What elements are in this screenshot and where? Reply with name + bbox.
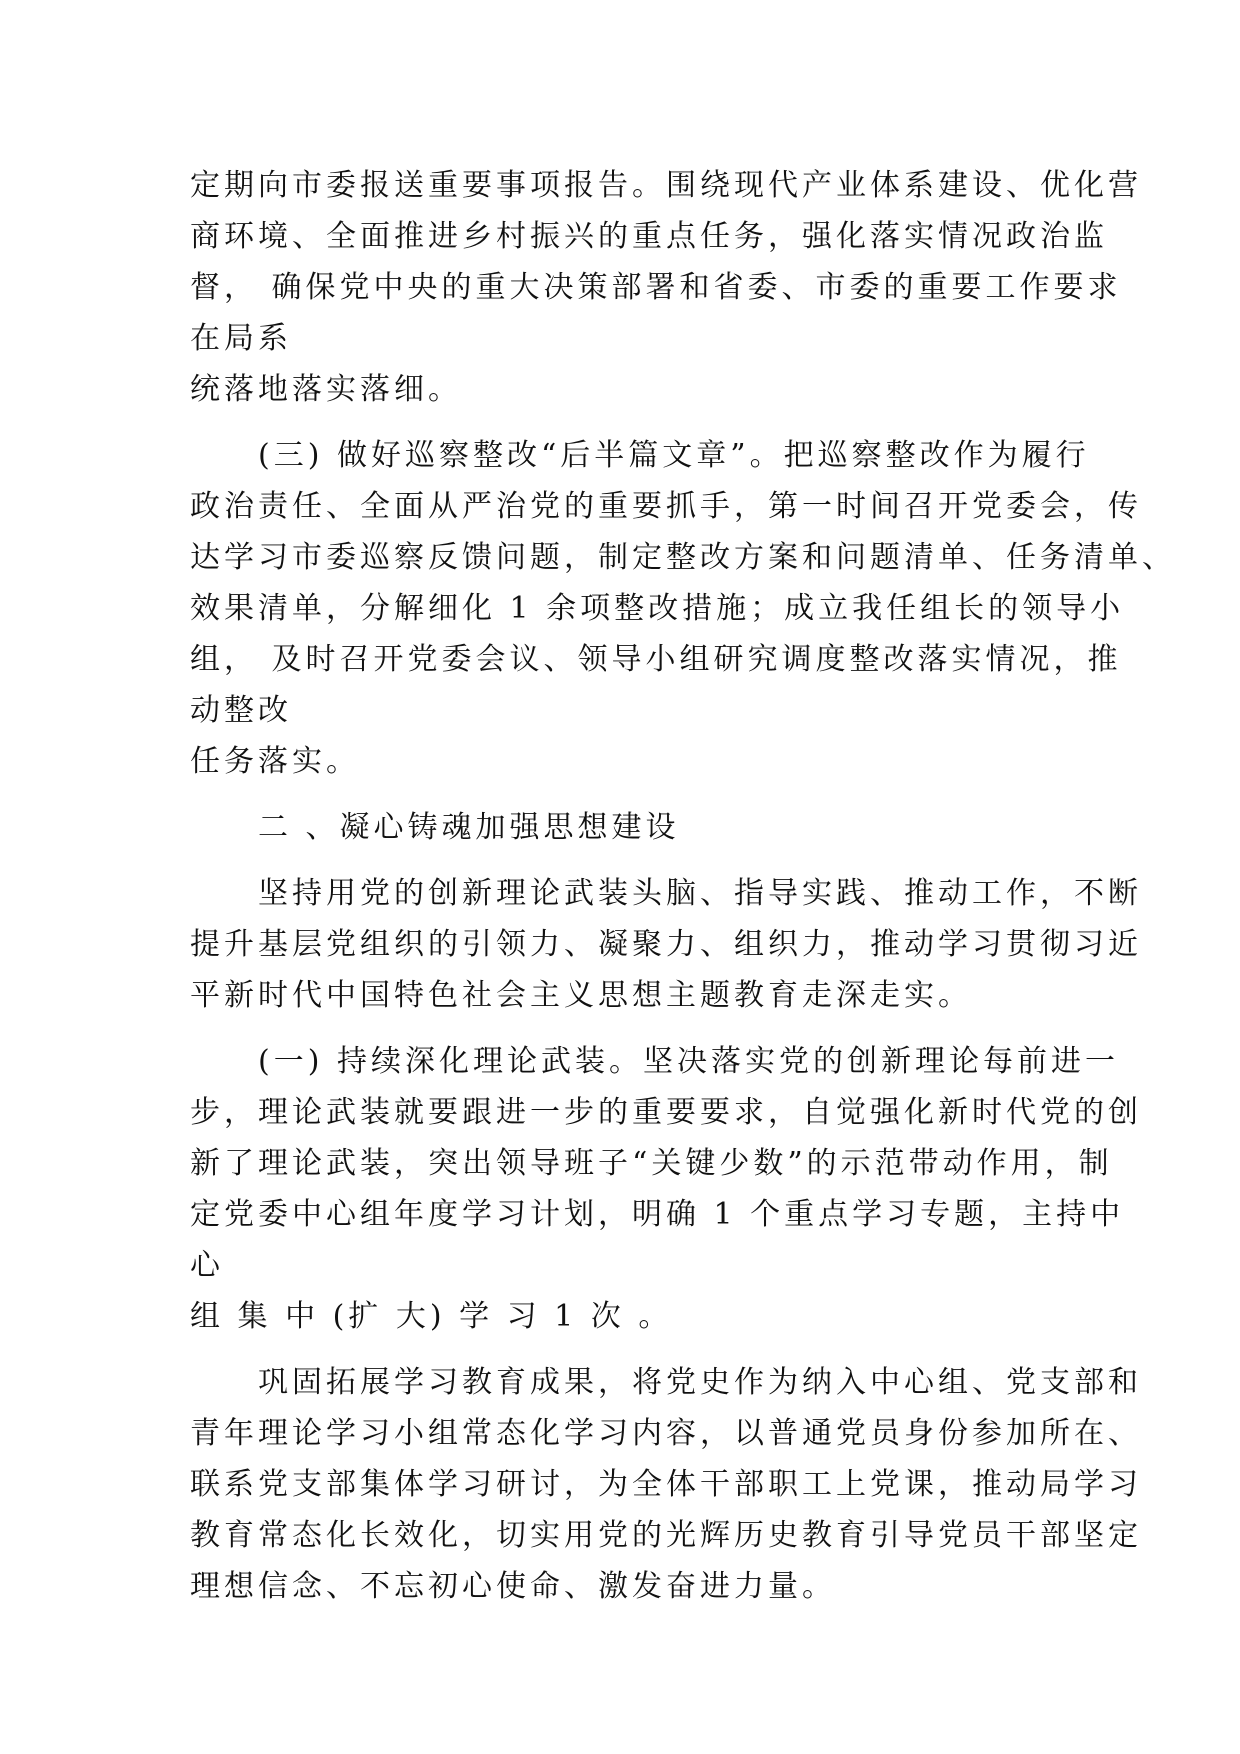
body-text [190, 160, 1176, 1612]
section-heading: 二 、凝心铸魂加强思想建设 [190, 810, 680, 845]
text-line: 提升基层党组织的引领力、凝聚力、组织力，推动学习贯彻习近 [190, 927, 1142, 962]
text-line: 任务落实。 [190, 744, 360, 779]
text-line: 心 [190, 1248, 224, 1283]
text-line: 统落地落实落细。 [190, 372, 462, 407]
text-line: 教育常态化长效化，切实用党的光辉历史教育引导党员干部坚定 [190, 1518, 1142, 1553]
text-line: 联系党支部集体学习研讨，为全体干部职工上党课，推动局学习 [190, 1467, 1142, 1502]
text-line: 平新时代中国特色社会主义思想主题教育走深走实。 [190, 978, 972, 1013]
text-line: 达学习市委巡察反馈问题，制定整改方案和问题清单、任务清单、 [190, 540, 1176, 575]
text-line: 定期向市委报送重要事项报告。围绕现代产业体系建设、优化营 [190, 168, 1142, 203]
text-line: 定党委中心组年度学习计划，明确 1 个重点学习专题，主持中 [190, 1197, 1125, 1232]
text-line: 在局系 [190, 321, 292, 356]
text-line: (三) 做好巡察整改“后半篇文章”。把巡察整改作为履行 [190, 438, 1090, 473]
text-line: 政治责任、全面从严治党的重要抓手，第一时间召开党委会，传 [190, 489, 1142, 524]
text-line: 理想信念、不忘初心使命、激发奋进力量。 [190, 1569, 836, 1604]
text-line: 商环境、全面推进乡村振兴的重点任务，强化落实情况政治监 [190, 219, 1108, 254]
text-line: 新了理论武装，突出领导班子“关键少数”的示范带动作用，制 [190, 1146, 1113, 1181]
text-line: 巩固拓展学习教育成果，将党史作为纳入中心组、党支部和 [190, 1365, 1142, 1400]
text-line: 组， 及时召开党委会议、领导小组研究调度整改落实情况，推 [190, 642, 1122, 677]
text-line: 青年理论学习小组常态化学习内容，以普通党员身份参加所在、 [190, 1416, 1142, 1451]
text-line: (一) 持续深化理论武装。坚决落实党的创新理论每前进一 [190, 1044, 1119, 1079]
text-line: 组 集 中 (扩 大) 学 习 1 次 。 [190, 1299, 673, 1334]
text-line: 动整改 [190, 693, 292, 728]
text-line: 步，理论武装就要跟进一步的重要要求，自觉强化新时代党的创 [190, 1095, 1142, 1130]
text-line: 督， 确保党中央的重大决策部署和省委、市委的重要工作要求 [190, 270, 1122, 305]
text-line: 效果清单，分解细化 1 余项整改措施；成立我任组长的领导小 [190, 591, 1125, 626]
text-line: 坚持用党的创新理论武装头脑、指导实践、推动工作，不断 [190, 876, 1142, 911]
